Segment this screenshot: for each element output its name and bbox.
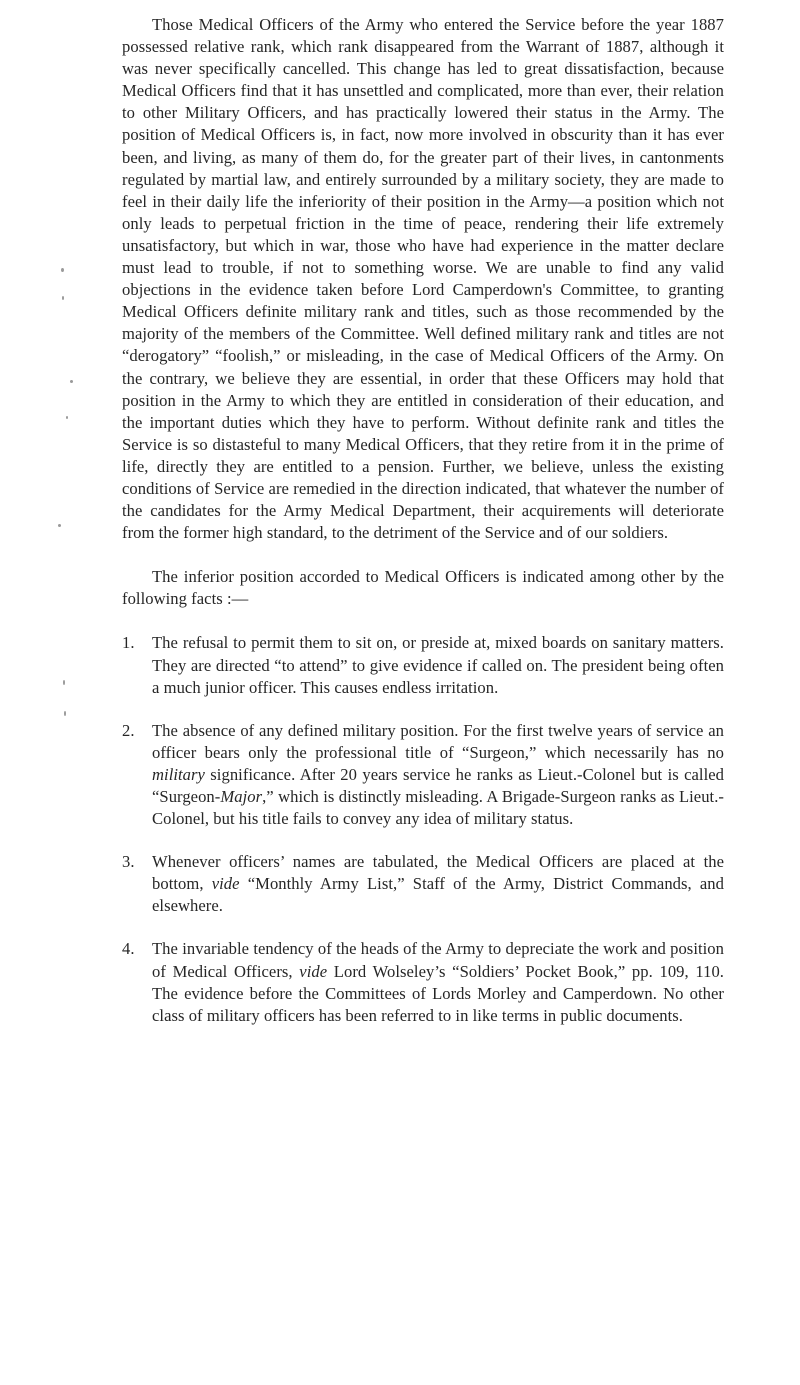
list-item: [122, 632, 724, 698]
paragraph-relative-rank: Those Medical Officers of the Army who entered the Service before the year 1887 possessed relative rank, which rank disappeared from the Warrant of 1887, although it was never specifically cancelled. This change has led to great dissatisfaction, because Medical Officers find that it has unsettled and complicated, more than ever, their relation to other Military Officers, and has practically lowered their status in the Army. The position of Medical Officers is, in fact, now more involved in obscurity than it has ever been, and living, as many of them do, for the greater part of their lives, in cantonments regulated by martial law, and entirely surrounded by a military society, they are made to feel in their daily life the inferiority of their position in the Army—a position which not only leads to perpetual friction in the time of peace, rendering their life extremely unsatisfactory, but which in war, those who have had experience in the matter declare must lead to trouble, if not to something worse. We are unable to find any valid objections in the evidence taken before Lord Camperdown's Committee, to granting Medical Officers definite military rank and titles, such as those recommended by the majority of the members of the Committee. Well defined military rank and titles are not “derogatory” “foolish,” or misleading, in the case of Medical Officers of the Army. On the contrary, we believe they are essential, in order that these Officers may hold that position in the Army to which they are entitled in consideration of their education, and the important duties which they have to perform. Without definite rank and titles the Service is so distasteful to many Medical Officers, that they retire from it in the prime of life, directly they are entitled to a pension. Further, we believe, unless the existing conditions of Service are remedied in the direction indicated, that whatever the number of the candidates for the Army Medical Department, their acquirements will deteriorate from the former high standard, to the detriment of the Service and of our soldiers.: [122, 15, 724, 543]
list-item-number: 1.: [122, 633, 135, 653]
scan-speck: [70, 380, 73, 383]
scan-speck: [58, 524, 61, 527]
list-item-number: 4.: [122, 939, 135, 959]
list-item-text: The refusal to permit them to sit on, or preside at, mixed boards on sanitary matters. They are directed “to attend” to give evidence if called on. The president being often a much junior officer. This causes endless irritation.: [152, 633, 724, 697]
scan-speck: [63, 680, 65, 685]
list-item-text: The invariable tendency of the heads of the Army to depreciate the work and position of Medical Officers, vide Lord Wolseley’s “Soldiers’ Pocket Book,” pp. 109, 110. The evidence before the Committees of Lords Morley and Camperdown. No other class of military officers has been referred to in like terms in public documents.: [152, 939, 724, 1025]
emphasis: military: [152, 764, 205, 784]
paragraph-inferior-position: The inferior position accorded to Medical Officers is indicated among other by the following facts :—: [122, 567, 724, 609]
list-item-number: 2.: [122, 720, 135, 740]
scan-speck: [64, 711, 66, 716]
list-item-text: The absence of any defined military position. For the first twelve years of service an officer bears only the professional title of “Surgeon,” which necessarily has no military significance. After 20 years service he ranks as Lieut.-Colonel but is called “Surgeon-Major,” which is distinctly misleading. A Brigade-Surgeon ranks as Lieut.-Colonel, but his title fails to convey any idea of military status.: [152, 720, 724, 829]
list-item: [122, 720, 724, 830]
list-item-number: 3.: [122, 852, 135, 872]
emphasis: vide: [299, 961, 328, 981]
list-item-text: Whenever officers’ names are tabulated, the Medical Officers are placed at the bottom, vide “Monthly Army List,” Staff of the Army, District Commands, and elsewhere.: [152, 852, 725, 916]
emphasis: Major: [220, 787, 263, 806]
list-item: [122, 851, 724, 917]
facts-list: [122, 632, 724, 1026]
scan-speck: [62, 296, 64, 300]
list-item: [122, 938, 724, 1026]
scan-speck: [61, 268, 64, 272]
emphasis: vide: [211, 874, 240, 894]
body-text: [122, 14, 724, 1048]
scan-speck: [66, 416, 68, 419]
